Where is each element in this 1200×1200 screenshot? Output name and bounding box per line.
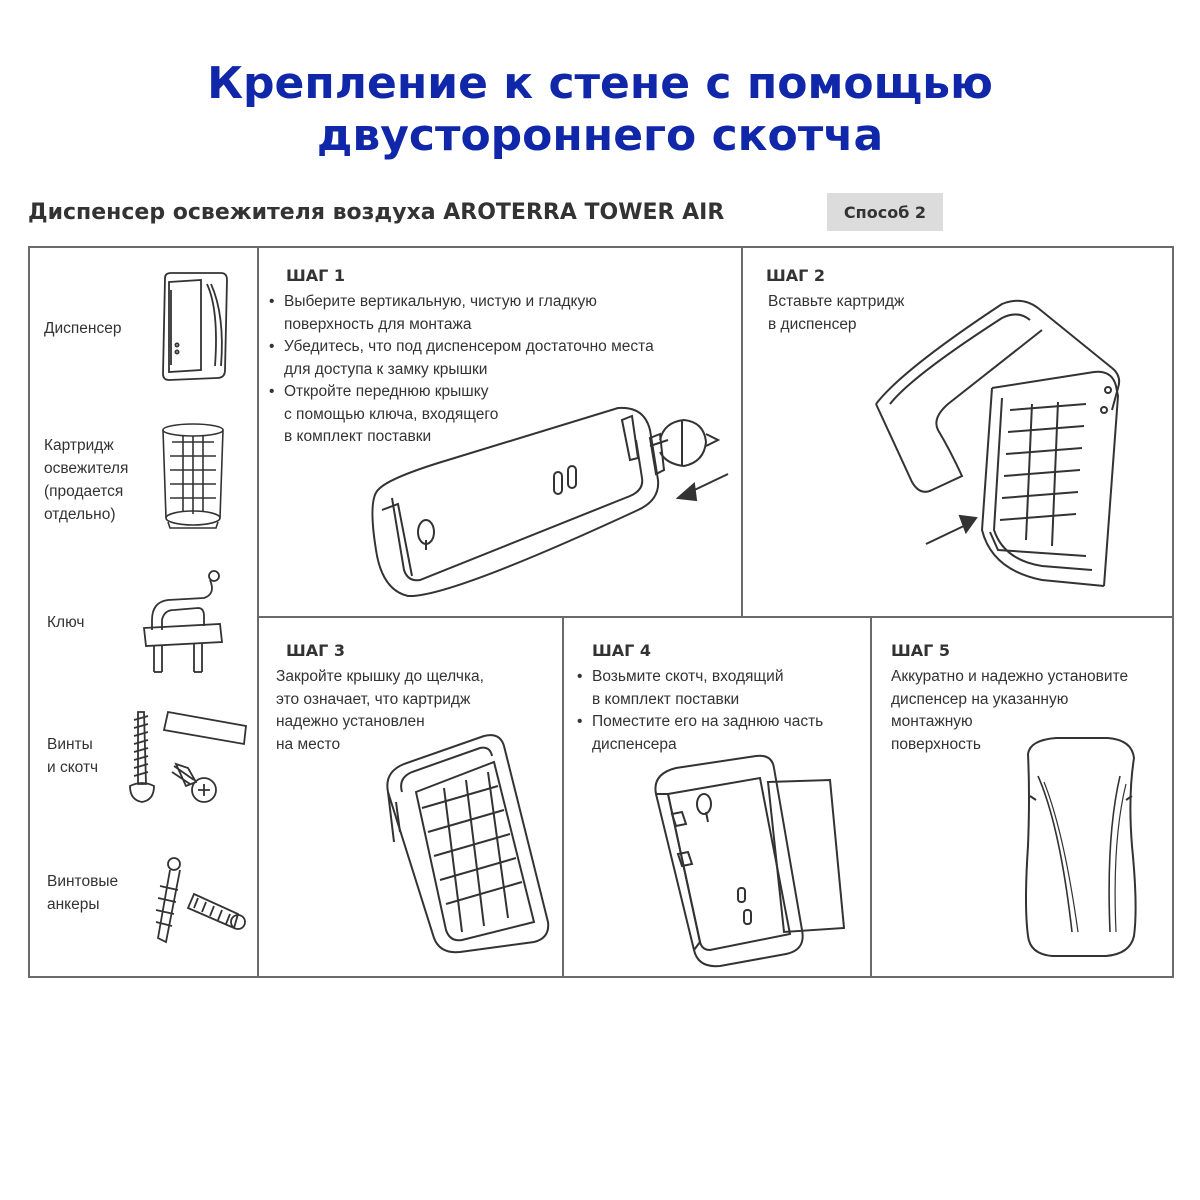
divider-components xyxy=(257,246,259,978)
component-label-cartridge: Картридж освежителя (продается отдельно) xyxy=(44,437,129,523)
step-2-title: ШАГ 2 xyxy=(766,266,826,285)
key-icon xyxy=(138,568,228,680)
insert-cartridge-illustration xyxy=(872,300,1164,590)
anchors-icon xyxy=(148,856,248,948)
component-label-dispenser: Диспенсер xyxy=(44,320,122,337)
step-5-title: ШАГ 5 xyxy=(891,641,951,660)
step-4-text xyxy=(577,666,823,756)
divider-step1-step2 xyxy=(741,246,743,618)
step-5-text: Аккуратно и надежно установите диспенсер на указанную монтажную поверхность xyxy=(891,668,1129,753)
tape-strip-illustration xyxy=(762,778,850,934)
cartridge-icon xyxy=(158,422,228,532)
divider-step4-step5 xyxy=(870,616,872,978)
step-1-bullet-3: • Откройте переднюю крышку с помощью ключа, входящего в комплект поставки xyxy=(269,381,654,449)
step-1-bullet-1: • Выберите вертикальную, чистую и гладкую поверхность для монтажа xyxy=(269,291,654,336)
dispenser-icon xyxy=(155,270,235,385)
page-headline xyxy=(0,58,1200,162)
step-3-text: Закройте крышку до щелчка, это означает, что картридж надежно установлен на место xyxy=(276,668,484,753)
divider-step3-step4 xyxy=(562,616,564,978)
component-label-screws-tape: Винты и скотч xyxy=(47,736,99,776)
screws-tape-icon xyxy=(126,706,252,810)
step-3-title: ШАГ 3 xyxy=(286,641,346,660)
product-subtitle: Диспенсер освежителя воздуха AROTERRA TOWER AIR xyxy=(28,200,725,225)
mounted-dispenser-illustration xyxy=(1016,736,1144,958)
step-4-bullet-1: • Возьмите скотч, входящий в комплект поставки xyxy=(577,666,823,711)
component-label-key: Ключ xyxy=(47,614,85,631)
divider-row xyxy=(257,616,1174,618)
step-1-title: ШАГ 1 xyxy=(286,266,346,285)
closed-dispenser-illustration xyxy=(384,732,552,954)
step-4-bullet-2: • Поместите его на заднюю часть диспенсера xyxy=(577,711,823,756)
step-1-bullet-2: • Убедитесь, что под диспенсером достаточно места для доступа к замку крышки xyxy=(269,336,654,381)
open-dispenser-illustration xyxy=(368,400,738,600)
headline-line-2: двустороннего скотча xyxy=(316,110,884,161)
step-4-title: ШАГ 4 xyxy=(592,641,652,660)
headline-line-1: Крепление к стене с помощью xyxy=(207,58,993,109)
step-2-text: Вставьте картридж в диспенсер xyxy=(768,293,905,333)
method-badge: Способ 2 xyxy=(827,193,943,231)
component-label-anchors: Винтовые анкеры xyxy=(47,873,119,913)
